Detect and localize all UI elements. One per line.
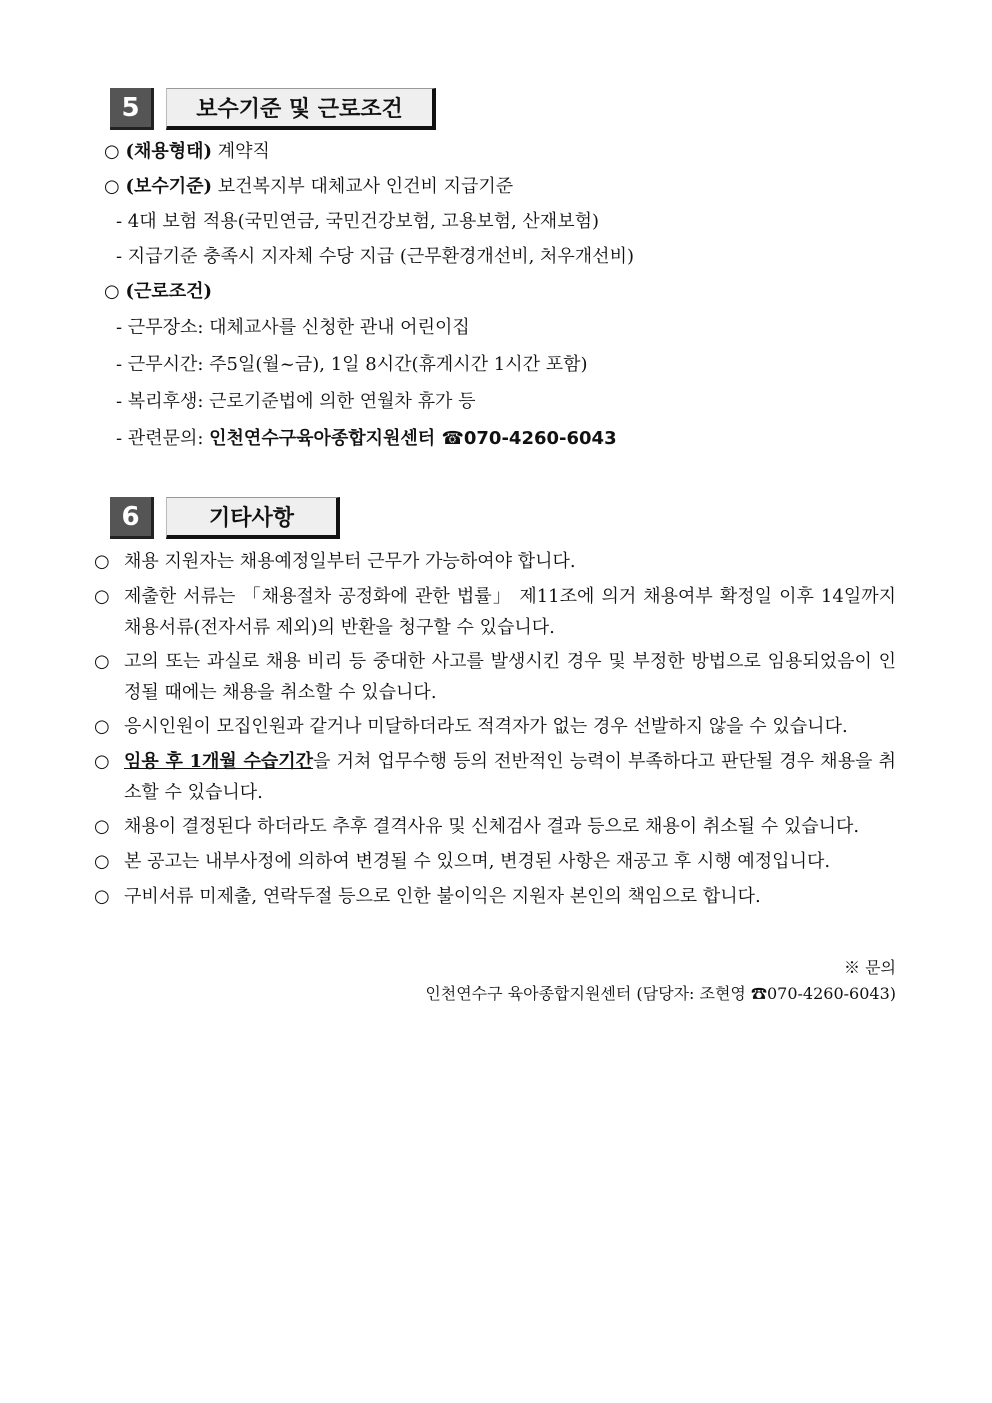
pay-subitem: - 4대 보험 적용(국민연금, 국민건강보험, 고용보험, 산재보험) — [116, 211, 599, 232]
bullet-circle: ○ — [104, 141, 120, 162]
employment-type-value: 계약직 — [217, 141, 270, 162]
notice-item — [94, 746, 896, 808]
notice-text: 고의 또는 과실로 채용 비리 등 중대한 사고를 발생시킨 경우 및 부정한 방법으로 임용되었음이 인정될 때에는 채용을 취소할 수 있습니다. — [124, 651, 896, 703]
bullet-circle: ○ — [94, 716, 110, 737]
bullet-circle: ○ — [94, 851, 110, 872]
notice-text: 본 공고는 내부사정에 의하여 변경될 수 있으며, 변경된 사항은 재공고 후 시행 예정입니다. — [124, 851, 831, 872]
employment-type-label: (채용형태) — [125, 141, 213, 162]
work-conditions-line — [104, 281, 212, 303]
notice-text: 응시인원이 모집인원과 같거나 미달하더라도 적격자가 없는 경우 선발하지 않을 수 있습니다. — [124, 716, 848, 737]
bullet-circle: ○ — [94, 751, 110, 772]
bullet-circle: ○ — [104, 281, 120, 302]
section-5-header — [110, 88, 436, 130]
section-6-header — [110, 497, 340, 539]
inquiry-prefix: - 관련문의: — [116, 428, 204, 449]
bullet-circle: ○ — [94, 816, 110, 837]
bullet-circle: ○ — [94, 551, 110, 572]
work-subitem: - 복리후생: 근로기준법에 의한 연월차 휴가 등 — [116, 391, 476, 412]
pay-subitem: - 지급기준 충족시 지자체 수당 지급 (근무환경개선비, 처우개선비) — [116, 246, 634, 267]
bullet-circle: ○ — [104, 176, 120, 197]
pay-standard-line — [104, 176, 513, 198]
probation-emphasis: 임용 후 1개월 수습기간 — [124, 751, 314, 772]
employment-type-line — [104, 141, 270, 163]
pay-standard-value: 보건복지부 대체교사 인건비 지급기준 — [217, 176, 514, 197]
bullet-circle: ○ — [94, 651, 110, 672]
notice-item — [94, 811, 896, 842]
notice-item — [94, 646, 896, 708]
pay-standard-label: (보수기준) — [125, 176, 213, 197]
notice-item — [94, 581, 896, 643]
section-number: 6 — [110, 497, 154, 539]
section-title: 기타사항 — [166, 497, 340, 539]
notice-text: 채용 지원자는 채용예정일부터 근무가 가능하여야 합니다. — [124, 551, 576, 572]
work-conditions-label: (근로조건) — [125, 281, 213, 302]
work-subitem: - 근무장소: 대체교사를 신청한 관내 어린이집 — [116, 317, 470, 338]
contact-label: ※ 문의 — [844, 958, 896, 977]
section-number: 5 — [110, 88, 154, 130]
notice-text: 제출한 서류는 「채용절차 공정화에 관한 법률」 제11조에 의거 채용여부 확정일 이후 14일까지 채용서류(전자서류 제외)의 반환을 청구할 수 있습니다. — [124, 586, 896, 638]
contact-detail: 인천연수구 육아종합지원센터 (담당자: 조현영 ☎070-4260-6043) — [425, 984, 896, 1003]
notice-text: 을 거쳐 업무수행 등의 전반적인 능력이 부족하다고 판단될 경우 채용을 취소할 수 있습니다. — [124, 751, 896, 803]
notice-item — [94, 881, 896, 912]
work-subitem: - 근무시간: 주5일(월~금), 1일 8시간(휴게시간 1시간 포함) — [116, 354, 588, 375]
notice-text: 채용이 결정된다 하더라도 추후 결격사유 및 신체검사 결과 등으로 채용이 취소될 수 있습니다. — [124, 816, 860, 837]
notice-item — [94, 546, 896, 577]
notice-item — [94, 711, 896, 742]
section-title: 보수기준 및 근로조건 — [166, 88, 436, 130]
notice-text: 구비서류 미제출, 연락두절 등으로 인한 불이익은 지원자 본인의 책임으로 합니다. — [124, 886, 761, 907]
inquiry-value: 인천연수구육아종합지원센터 ☎070-4260-6043 — [209, 428, 617, 449]
bullet-circle: ○ — [94, 586, 110, 607]
inquiry-line — [116, 428, 617, 450]
bullet-circle: ○ — [94, 886, 110, 907]
notice-item — [94, 846, 896, 877]
